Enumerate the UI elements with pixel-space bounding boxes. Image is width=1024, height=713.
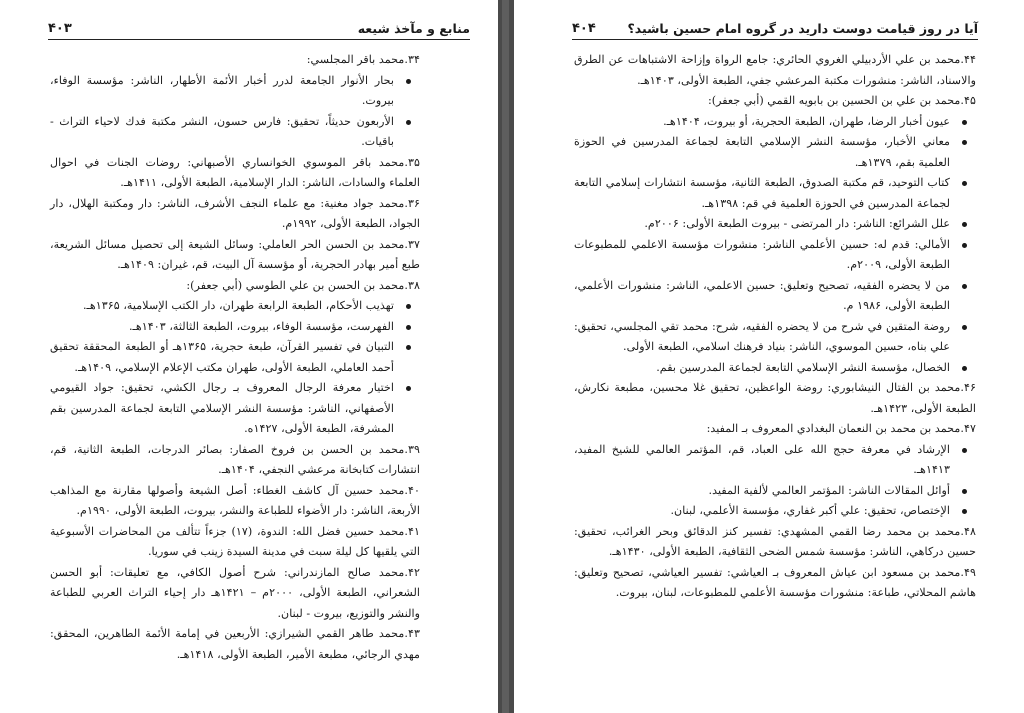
entry-number: ۴۲. (404, 565, 420, 579)
entry-number: ۴۴. (960, 53, 976, 66)
entry-text: محمد بن محمد بن النعمان البغدادي المعروف بـ المفيد: (706, 422, 961, 435)
bibliography-entry (574, 522, 976, 563)
bibliography-entry (574, 563, 976, 604)
entry-text: محمد بن الحسن الحر العاملي: وسائل الشيعة إلى تحصيل مسائل الشريعة، طبع أمير بهادر الحجرية، أو مؤسسة آل البيت، قم، غيران: ۱۴۰۹هـ. (50, 237, 420, 271)
sub-entry-list (574, 112, 976, 379)
sub-entry: الفهرست، مؤسسة الوفاء، بيروت، الطبعة الثالثة، ۱۴۰۳هـ. (50, 317, 394, 338)
sub-entry: اختيار معرفة الرجال المعروف بـ رجال الكشي، تحقيق: جواد القيومي الأصفهاني، الناشر: مؤسسة النشر الإسلامي التابعة لجماعة المدرسين بقم المشرفة، الطبعة الأولى، ۱۴۲۷ه. (50, 378, 394, 440)
right-page (514, 0, 1024, 713)
bibliography-entry (50, 481, 420, 522)
sub-entry: الإختصاص، تحقيق: علي أكبر غفاري، مؤسسة الأعلمي، لبنان. (574, 501, 950, 522)
entry-text: محمد حسين فضل الله: الندوة، (۱۷) جزءاً تتألف من المحاضرات الأسبوعية التي يلقيها كل ليلة سبت في مدينة السيدة زينب في سوريا. (50, 524, 420, 558)
sub-entry: من لا يحضره الفقيه، تصحيح وتعليق: حسين الاعلمي، الناشر: منشورات الأعلمي، الطبعة الأولى، ۱۹۸۶ م. (574, 276, 950, 317)
entry-number: ۴۶. (960, 381, 976, 394)
page-header (48, 14, 470, 40)
entry-text: محمد باقر المجلسي: (306, 53, 405, 66)
entry-text: محمد بن محمد رضا القمي المشهدي: تفسير كنز الدقائق وبحر الغرائب، تحقيق: حسين دركاهي، الناشر: مؤسسة شمس الضحى الثقافية، الطبعة الأولى، ۱۴۳۰هـ. (574, 524, 976, 558)
sub-entry: روضة المتقين في شرح من لا يحضره الفقيه، شرح: محمد تقي المجلسي، تحقيق: علي بناه، حسين الموسوي، الناشر: بنياد فرهنك اسلامي، الطبعة الأولى. (574, 317, 950, 358)
bibliography-entry (50, 235, 420, 276)
entry-text: محمد باقر الموسوي الخوانساري الأصبهاني: روضات الجنات في احوال العلماء والسادات، الناشر: الدار الإسلامية، الطبعة الأولى، ۱۴۱۱هـ. (50, 155, 420, 189)
entry-text: محمد بن علي الأردبيلي الغروي الحائري: جامع الرواة وإزاحة الاشتباهات عن الطرق والاسناد، الناشر: منشورات مكتبة المرعشي جفي، الطبعة الأولى، ۱۴۰۳هـ. (574, 53, 976, 87)
entry-text: محمد بن مسعود ابن عياش المعروف بـ العياشي: تفسير العياشي، تصحيح وتعليق: هاشم المحلاتي، طباعة: منشورات مؤسسة الأعلمي للمطبوعات، لبنان، بيروت. (574, 565, 976, 599)
bibliography-list (50, 50, 420, 665)
bibliography-entry (50, 563, 420, 625)
bibliography-entry (50, 153, 420, 194)
sub-entry-list (50, 296, 420, 440)
book-spine-highlight (502, 0, 509, 713)
entry-text: محمد صالح المازندراني: شرح أصول الكافي، مع تعليقات: أبو الحسن الشعراني، الطبعة الأولى، ۲۰۰۰م – ۱۴۲۱هـ دار إحياء التراث العربي للطباعة والنشر والتوزيع، بيروت - لبنان. (50, 565, 421, 620)
entry-text: محمد جواد مغنية: مع علماء النجف الأشرف، الناشر: دار ومكتبة الهلال، دار الجواد، الطبعة الأولى، ۱۹۹۲م. (50, 196, 420, 230)
bibliography-entry (574, 50, 976, 91)
page-number: ۴۰۳ (48, 21, 72, 36)
entry-number: ۴۸. (960, 524, 976, 538)
sub-entry: الأمالي: قدم له: حسين الأعلمي الناشر: منشورات مؤسسة الاعلمي للمطبوعات الطبعة الأولى، ۲۰۰۹م. (574, 235, 950, 276)
sub-entry: عيون أخبار الرضا، طهران، الطبعة الحجرية، أو بيروت، ۱۴۰۴هـ. (574, 112, 950, 133)
bibliography-entry (574, 91, 976, 112)
entry-number: ۴۰. (404, 483, 420, 497)
sub-entry: الأربعون حديثاً، تحقيق: فارس حسون، النشر مكتبة فدك لاحياء التراث - باقيات. (50, 112, 394, 153)
entry-text: محمد بن الفتال النيشابوري: روضة الواعظين، تحقيق غلا محسين، مطبعة نكارش، الطبعة الأولى، ۱۴۲۳هـ. (574, 381, 976, 415)
sub-entry: تهذيب الأحكام، الطبعة الرابعة طهران، دار الكتب الإسلامية، ۱۳۶۵هـ. (50, 296, 394, 317)
entry-number: ۳۶. (404, 196, 420, 210)
entry-text: محمد بن علي بن الحسين بن بابويه القمي (أبي جعفر): (707, 94, 961, 107)
sub-entry: بحار الأنوار الجامعة لدرر أخبار الأئمة الأطهار، الناشر: مؤسسة الوفاء، بيروت. (50, 71, 394, 112)
sub-entry: كتاب التوحيد، قم مكتبة الصدوق، الطبعة الثانية، مؤسسة انتشارات إسلامي التابعة لجماعة المدرسين في الحوزة العلمية في قم: ۱۳۹۸هـ. (574, 173, 950, 214)
bibliography-entry (574, 419, 976, 440)
bibliography-entry (50, 624, 420, 665)
sub-entry: الإرشاد في معرفة حجج الله على العباد، قم، المؤتمر العالمي للشيخ المفيد، ۱۴۱۳هـ. (574, 440, 950, 481)
sub-entry-list (50, 71, 420, 153)
left-page (0, 0, 498, 713)
entry-text: محمد بن الحسن بن فروخ الصفار: بصائر الدرجات، الطبعة الثانية، قم، انتشارات كتابخانة مرعشي النجفي، ۱۴۰۴هـ. (50, 442, 420, 476)
page-number: ۴۰۴ (572, 21, 596, 36)
entry-number: ۴۷. (960, 422, 976, 435)
entry-text: محمد طاهر القمي الشيرازي: الأربعين في إمامة الأئمة الطاهرين، المحقق: مهدي الرجائي، مطبعة الأمير، الطبعة الأولى، ۱۴۱۸هـ. (50, 627, 420, 661)
bibliography-entry (50, 50, 420, 71)
sub-entry: علل الشرائع: الناشر: دار المرتضى - بيروت الطبعة الأولى: ۲۰۰۶م. (574, 214, 950, 235)
sub-entry: التبيان في تفسير القرآن، طبعة حجرية، ۱۳۶۵هـ أو الطبعة المحققة تحقيق أحمد العاملي، الطبعة الأولى، طهران مكتب الإعلام الإسلامي، ۱۴۰۹هـ. (50, 337, 394, 378)
bibliography-entry (50, 522, 420, 563)
bibliography-entry (574, 378, 976, 419)
sub-entry: الخصال، مؤسسة النشر الإسلامي التابعة لجماعة المدرسين بقم. (574, 358, 950, 379)
entry-number: ۳۵. (404, 155, 420, 169)
bibliography-entry (50, 194, 420, 235)
bibliography-entry (50, 276, 420, 297)
page-header (572, 14, 978, 40)
sub-entry-list (574, 440, 976, 522)
bibliography-list (574, 50, 976, 604)
entry-text: محمد حسين آل كاشف الغطاء: أصل الشيعة وأصولها مقارنة مع المذاهب الأربعة، الناشر: دار الأضواء للطباعة والنشر، بيروت، الطبعة الأولى، ۱۹۹۰م. (50, 483, 420, 517)
running-title: آیا در روز قیامت دوست دارید در گروه امام حسین باشید؟ (627, 21, 978, 36)
entry-text: محمد بن الحسن بن علي الطوسي (أبي جعفر): (186, 278, 405, 292)
entry-number: ۴۵. (960, 94, 976, 107)
sub-entry: معاني الأخبار، مؤسسة النشر الإسلامي التابعة لجماعة المدرسين في الحوزة العلمية بقم، ۱۳۷۹هـ. (574, 132, 950, 173)
entry-number: ۳۸. (404, 278, 420, 292)
bibliography-entry (50, 440, 420, 481)
entry-number: ۳۹. (404, 442, 420, 456)
sub-entry: أوائل المقالات الناشر: المؤتمر العالمي لألفية المفيد. (574, 481, 950, 502)
running-title: منابع و مآخذ شیعه (357, 21, 470, 36)
entry-number: ۳۴. (404, 53, 420, 66)
entry-number: ۳۷. (404, 237, 420, 251)
entry-number: ۴۳. (404, 627, 420, 640)
entry-number: ۴۹. (960, 565, 976, 579)
entry-number: ۴۱. (404, 524, 421, 538)
